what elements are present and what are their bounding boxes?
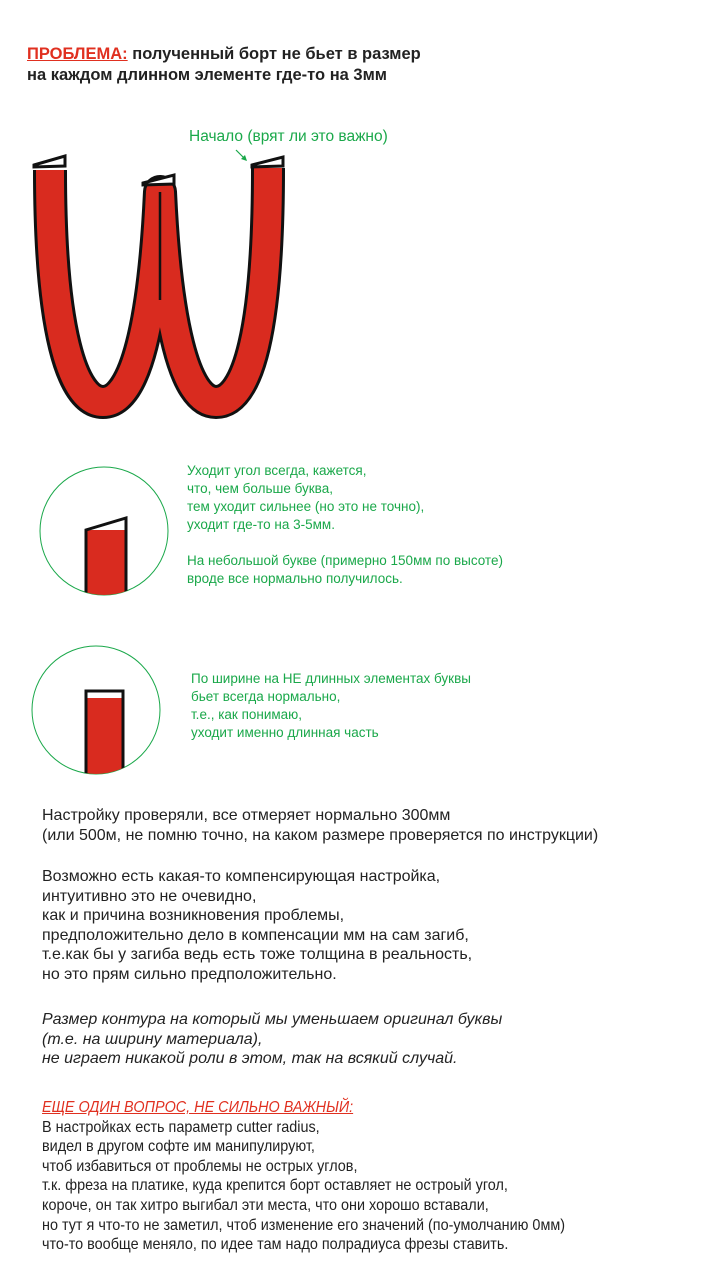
top-cap-right <box>252 157 283 167</box>
letter-w-diagram <box>34 150 283 402</box>
paragraph-settings-check: Настройку проверяли, все отмеряет нормально 300мм (или 500м, не помню точно, на каком размере проверяется по инструкции) <box>42 807 599 844</box>
paragraph-cutter-radius: ЕЩЕ ОДИН ВОПРОС, НЕ СИЛЬНО ВАЖНЫЙ: В настройках есть параметр cutter radius, видел в другом софте им манипулируют, чтоб избавиться от проблемы не острых углов, т.к. фреза на платике, куда крепится борт оставляет не остроый угол, короче, он так хитро выгибал эти места, что они хорошо вставали, но тут я что-то не заметил, чтоб изменение его значений (по-умолчанию 0мм) что-то вообще меняло, по идее там надо полрадиуса фрезы ставить. <box>42 1099 566 1254</box>
problem-label: ПРОБЛЕМА: <box>27 45 128 63</box>
paragraph-compensation: Возможно есть какая-то компенсирующая настройка, интуитивно это не очевидно, как и причина возникновения проблемы, предположительно дело в компенсации мм на сам загиб, т.е.как бы у загиба ведь есть тоже толщина в реальность, но это прям сильно предположительно. <box>42 868 473 983</box>
top-cap-left <box>34 156 65 167</box>
note-width: По ширине на НЕ длинных элементах буквы бьет всегда нормально, т.е., как понимаю, уходит именно длинная часть <box>191 671 471 740</box>
question-heading: ЕЩЕ ОДИН ВОПРОС, НЕ СИЛЬНО ВАЖНЫЙ: <box>42 1099 354 1116</box>
paragraph-contour-size: Размер контура на который мы уменьшаем оригинал буквы (т.е. на ширину материала), не играет никакой роли в этом, так на всякий случай. <box>42 1011 503 1068</box>
detail-circle-width <box>32 646 160 780</box>
start-annotation: Начало (врят ли это важно) <box>189 128 388 145</box>
note-corner: Уходит угол всегда, кажется, что, чем больше буква, тем уходит сильнее (но это не точно), уходит где-то на 3-5мм. На небольшой букве (примерно 150мм по высоте) вроде все нормально получилось. <box>187 463 503 586</box>
problem-title: ПРОБЛЕМА: полученный борт не бьет в размер на каждом длинном элементе где-то на 3мм <box>27 45 421 84</box>
detail-circle-corner <box>40 467 168 600</box>
